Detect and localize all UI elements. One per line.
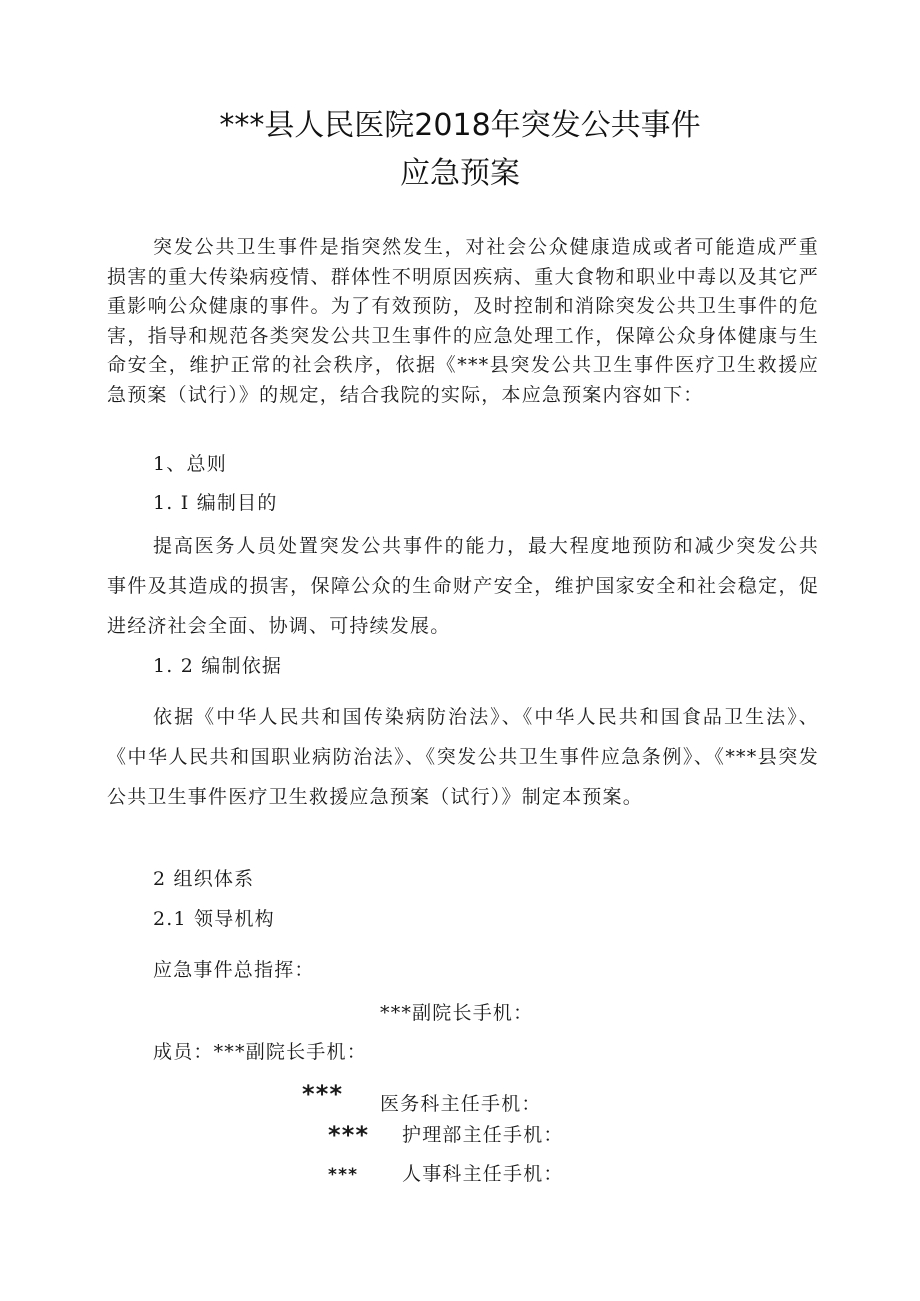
member-name: *** [328, 1121, 370, 1149]
section-1-heading: 1、总则 [153, 453, 227, 475]
member-role: 人事科主任手机： [402, 1163, 564, 1185]
commander-label: 应急事件总指挥： [153, 959, 315, 981]
member-role: 护理部主任手机： [402, 1124, 564, 1146]
document-title-line-1: ***县人民医院2018年突发公共事件 [219, 108, 701, 143]
section-1-2-heading: 1. 2 编制依据 [153, 655, 283, 677]
commander-line: ***副院长手机： [380, 1002, 534, 1024]
members-line: 成员：***副院长手机： [153, 1041, 367, 1063]
intro-paragraph: 突发公共卫生事件是指突然发生，对社会公众健康造成或者可能造成严重损害的重大传染病疫情、群体性不明原因疾病、重大食物和职业中毒以及其它严重影响公众健康的事件。为了有效预防，及时控制和消除突发公共卫生事件的危害，指导和规范各类突发公共卫生事件的应急处理工作，保障公众身体健康与生命安全，维护正常的社会秩序，依据《***县突发公共卫生事件医疗卫生救援应急预案（试行）》的规定，结合我院的实际，本应急预案内容如下： [107, 236, 819, 406]
section-1-1-heading: 1. I 编制目的 [153, 492, 278, 514]
section-2-1-heading: 2.1 领导机构 [153, 908, 275, 930]
section-1-2-body: 依据《中华人民共和国传染病防治法》、《中华人民共和国食品卫生法》、《中华人民共和国职业病防治法》、《突发公共卫生事件应急条例》、《***县突发公共卫生事件医疗卫生救援应急预案（试行）》制定本预案。 [107, 706, 819, 808]
section-2-heading: 2 组织体系 [153, 868, 255, 890]
member-name: *** [328, 1165, 359, 1185]
section-1-1-body: 提高医务人员处置突发公共事件的能力，最大程度地预防和减少突发公共事件及其造成的损害，保障公众的生命财产安全，维护国家安全和社会稳定，促进经济社会全面、协调、可持续发展。 [107, 535, 819, 637]
member-role: 医务科主任手机： [380, 1093, 542, 1115]
member-name: *** [302, 1080, 344, 1108]
document-title-line-2: 应急预案 [400, 156, 520, 191]
